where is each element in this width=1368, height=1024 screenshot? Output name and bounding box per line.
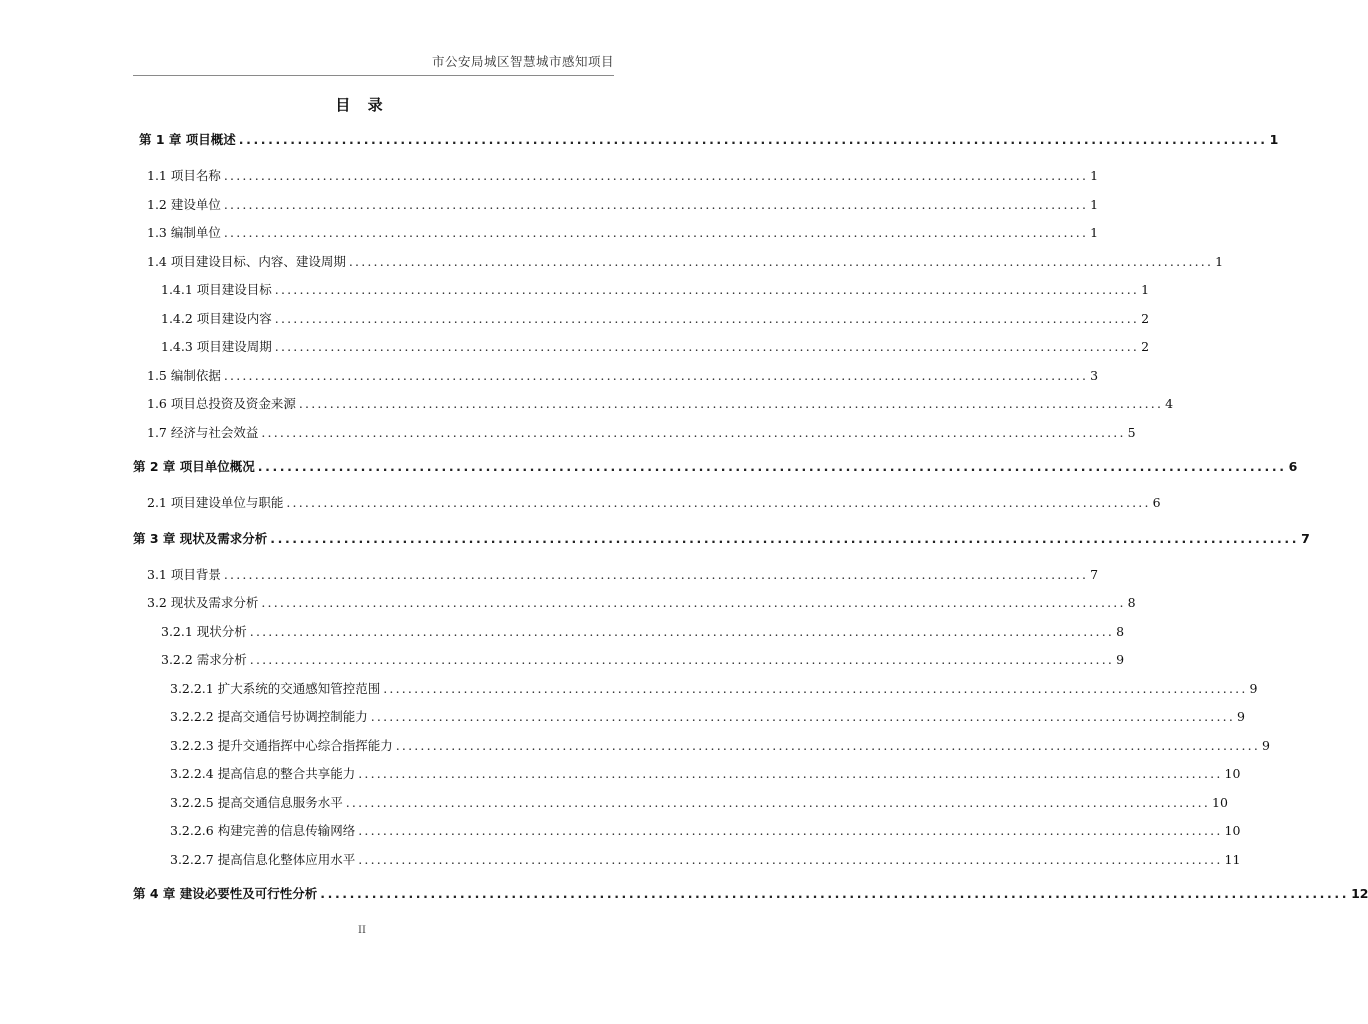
toc-entry-page: 2 <box>1141 311 1150 326</box>
toc-entry-page: 9 <box>1116 652 1125 667</box>
toc-entry-page: 6 <box>1288 459 1298 474</box>
toc-entry-1-7[interactable] <box>147 423 1136 441</box>
toc-entry-label: 3.2 现状及需求分析 <box>147 595 259 610</box>
toc-entry-3-1[interactable] <box>147 565 1099 583</box>
toc-entry-1-6[interactable] <box>147 394 1174 412</box>
dot-leader: ............................................................................................................................................ <box>274 339 1140 354</box>
toc-entry-label: 3.2.2.3 提升交通指挥中心综合指挥能力 <box>170 738 393 753</box>
dot-leader: ............................................................................................................................................ <box>223 225 1089 240</box>
toc-entry-label: 第 3 章 现状及需求分析 <box>133 531 268 546</box>
toc-entry-page: 4 <box>1165 396 1174 411</box>
toc-entry-1-1[interactable] <box>147 166 1099 184</box>
toc-entry-1-3[interactable] <box>147 223 1099 241</box>
header-rule <box>133 75 614 76</box>
toc-entry-3-2-2-4[interactable] <box>170 764 1241 782</box>
toc-entry-page: 10 <box>1224 766 1241 781</box>
toc-entry-page: 10 <box>1212 795 1228 810</box>
toc-entry-label: 1.7 经济与社会效益 <box>147 425 259 440</box>
toc-entry-1-5[interactable] <box>147 366 1099 384</box>
toc-entry-label: 3.1 项目背景 <box>147 567 221 582</box>
toc-entry-3-2-2-5[interactable] <box>170 793 1228 811</box>
toc-entry-page: 5 <box>1127 425 1136 440</box>
dot-leader: ............................................................................................................................................ <box>257 459 1287 474</box>
toc-entry-page: 6 <box>1152 495 1161 510</box>
dot-leader: ............................................................................................................................................ <box>223 168 1089 183</box>
toc-entry-label: 1.4.3 项目建设周期 <box>161 339 272 354</box>
header-text: 市公安局城区智慧城市感知项目 <box>431 54 614 69</box>
dot-leader: ............................................................................................................................................ <box>286 495 1151 510</box>
toc-entry-label: 1.4.1 项目建设目标 <box>161 282 272 297</box>
dot-leader: ............................................................................................................................................ <box>274 282 1140 297</box>
toc-entry-3-2-1[interactable] <box>161 622 1125 640</box>
toc-entry-3-2-2-6[interactable] <box>170 821 1241 839</box>
toc-entry-2-1[interactable] <box>147 493 1161 511</box>
toc-entry-page: 8 <box>1116 624 1125 639</box>
toc-entry-page: 7 <box>1301 531 1310 546</box>
toc-entry-page: 3 <box>1090 368 1099 383</box>
dot-leader: ............................................................................................................................................ <box>223 368 1089 383</box>
toc-entry-label: 1.6 项目总投资及资金来源 <box>147 396 296 411</box>
toc-entry-page: 12 <box>1351 886 1368 901</box>
toc-entry-label: 3.2.2.5 提高交通信息服务水平 <box>170 795 343 810</box>
toc-entry-label: 第 4 章 建设必要性及可行性分析 <box>133 886 318 901</box>
dot-leader: ............................................................................................................................................ <box>238 132 1268 147</box>
toc-entry-page: 1 <box>1269 132 1279 147</box>
dot-leader: ............................................................................................................................................ <box>358 823 1223 838</box>
toc-entry-page: 7 <box>1090 567 1099 582</box>
toc-entry-3-2-2-3[interactable] <box>170 736 1270 754</box>
toc-entry-label: 3.2.2.7 提高信息化整体应用水平 <box>170 852 356 867</box>
toc-entry-page: 1 <box>1090 197 1099 212</box>
toc-entry-3-2[interactable] <box>147 593 1136 611</box>
toc-entry-chapter-3[interactable] <box>133 529 1310 547</box>
toc-entry-page: 8 <box>1127 595 1136 610</box>
dot-leader: ............................................................................................................................................ <box>249 652 1115 667</box>
dot-leader: ............................................................................................................................................ <box>223 197 1089 212</box>
toc-entry-label: 1.5 编制依据 <box>147 368 221 383</box>
page-number: II <box>358 925 366 936</box>
toc-entry-page: 1 <box>1141 282 1150 297</box>
dot-leader: ............................................................................................................................................ <box>223 567 1089 582</box>
dot-leader: ............................................................................................................................................ <box>383 681 1248 696</box>
toc-entry-page: 9 <box>1237 709 1245 724</box>
dot-leader: ............................................................................................................................................ <box>274 311 1140 326</box>
toc-entry-label: 1.3 编制单位 <box>147 225 221 240</box>
dot-leader: ............................................................................................................................................ <box>261 425 1126 440</box>
toc-entry-3-2-2-1[interactable] <box>170 679 1258 697</box>
toc-entry-3-2-2-7[interactable] <box>170 850 1241 868</box>
toc-entry-page: 9 <box>1262 738 1270 753</box>
toc-title: 目 录 <box>335 96 389 114</box>
toc-entry-3-2-2-2[interactable] <box>170 707 1245 725</box>
toc-entry-page: 10 <box>1224 823 1241 838</box>
toc-entry-label: 3.2.2.4 提高信息的整合共享能力 <box>170 766 356 781</box>
toc-entry-page: 1 <box>1090 225 1099 240</box>
dot-leader: ............................................................................................................................................ <box>395 738 1260 753</box>
toc-entry-chapter-1[interactable] <box>139 130 1279 148</box>
dot-leader: ............................................................................................................................................ <box>320 886 1350 901</box>
toc-entry-page: 1 <box>1090 168 1099 183</box>
toc-entry-page: 2 <box>1141 339 1150 354</box>
dot-leader: ............................................................................................................................................ <box>358 852 1223 867</box>
toc-entry-page: 11 <box>1224 852 1241 867</box>
toc-entry-1-4[interactable] <box>147 252 1224 270</box>
toc-entry-page: 1 <box>1215 254 1224 269</box>
dot-leader: ............................................................................................................................................ <box>370 709 1235 724</box>
dot-leader: ............................................................................................................................................ <box>261 595 1126 610</box>
toc-entry-chapter-4[interactable] <box>133 884 1368 902</box>
toc-entry-label: 3.2.2.6 构建完善的信息传输网络 <box>170 823 356 838</box>
toc-entry-page: 9 <box>1249 681 1258 696</box>
toc-entry-label: 1.2 建设单位 <box>147 197 221 212</box>
dot-leader: ............................................................................................................................................ <box>358 766 1223 781</box>
toc-entry-1-2[interactable] <box>147 195 1099 213</box>
toc-entry-label: 3.2.1 现状分析 <box>161 624 247 639</box>
toc-entry-label: 3.2.2.2 提高交通信号协调控制能力 <box>170 709 368 724</box>
toc-entry-3-2-2[interactable] <box>161 650 1125 668</box>
toc-entry-1-4-2[interactable] <box>161 309 1150 327</box>
toc-entry-label: 第 1 章 项目概述 <box>139 132 236 147</box>
toc-entry-label: 第 2 章 项目单位概况 <box>133 459 255 474</box>
toc-entry-label: 3.2.2.1 扩大系统的交通感知管控范围 <box>170 681 381 696</box>
toc-entry-chapter-2[interactable] <box>133 457 1298 475</box>
dot-leader: ............................................................................................................................................ <box>298 396 1164 411</box>
dot-leader: ............................................................................................................................................ <box>249 624 1115 639</box>
dot-leader: ............................................................................................................................................ <box>345 795 1210 810</box>
toc-entry-1-4-3[interactable] <box>161 337 1150 355</box>
dot-leader: ............................................................................................................................................ <box>348 254 1214 269</box>
toc-entry-1-4-1[interactable] <box>161 280 1150 298</box>
toc-entry-label: 3.2.2 需求分析 <box>161 652 247 667</box>
toc-entry-label: 2.1 项目建设单位与职能 <box>147 495 284 510</box>
dot-leader: ............................................................................................................................................ <box>270 531 1300 546</box>
toc-entry-label: 1.4.2 项目建设内容 <box>161 311 272 326</box>
toc-entry-label: 1.4 项目建设目标、内容、建设周期 <box>147 254 346 269</box>
toc-entry-label: 1.1 项目名称 <box>147 168 221 183</box>
